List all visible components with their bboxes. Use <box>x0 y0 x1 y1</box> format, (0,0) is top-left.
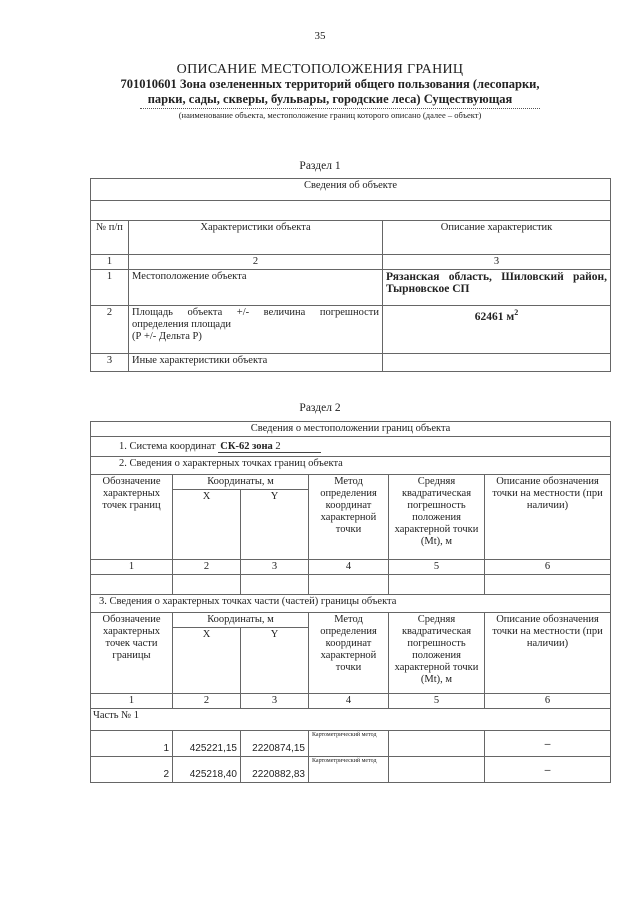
col-char-header: Характеристики объекта <box>129 221 383 255</box>
part-label-row <box>91 709 611 731</box>
col-x-header: X <box>173 490 241 560</box>
col-y-header: Y <box>241 628 309 694</box>
area-formula: (Р +/- Дельта Р) <box>132 331 202 342</box>
section1-header: Сведения об объекте <box>91 179 611 201</box>
row-description <box>383 306 611 354</box>
index-cell: 5 <box>389 560 485 575</box>
area-value: 62461 м <box>474 310 515 323</box>
subtitle-underline <box>140 108 540 109</box>
col-y-header: Y <box>241 490 309 560</box>
index-cell: 3 <box>241 560 309 575</box>
table-row <box>91 306 611 354</box>
subtitle-line-2: парки, сады, скверы, бульвары, городские леса) Существующая <box>147 92 513 106</box>
col-coords-header: Координаты, м <box>173 613 309 628</box>
point-description: – <box>485 757 611 783</box>
table-header-row <box>91 179 611 201</box>
table-row <box>91 731 611 757</box>
part3-header: 3. Сведения о характерных точках части (частей) границы объекта <box>91 595 611 613</box>
row-characteristic: Иные характеристики объекта <box>129 354 383 372</box>
boundary-table <box>90 421 611 783</box>
row-characteristic: Местоположение объекта <box>129 270 383 306</box>
index-cell: 5 <box>389 694 485 709</box>
table-row <box>91 270 611 306</box>
row-number: 1 <box>91 270 129 306</box>
empty-cell <box>389 575 485 595</box>
row-number: 3 <box>91 354 129 372</box>
part2-header: 2. Сведения о характерных точках границ объекта <box>91 457 611 475</box>
col-method-header: Метод определения координат характерной точки <box>309 613 389 694</box>
index-cell: 3 <box>383 255 611 270</box>
index-row <box>91 560 611 575</box>
empty-cell <box>309 575 389 595</box>
col-designation-header: Обозначение характерных точек границ <box>91 475 173 560</box>
point-number: 2 <box>91 757 173 783</box>
point-error <box>389 757 485 783</box>
coord-system-zone: 2 <box>275 440 281 452</box>
column-header-row <box>91 475 611 490</box>
point-x: 425221,15 <box>173 731 241 757</box>
col-coords-header: Координаты, м <box>173 475 309 490</box>
col-x-header: X <box>173 628 241 694</box>
index-cell: 1 <box>91 255 129 270</box>
index-cell: 2 <box>129 255 383 270</box>
table-row <box>91 757 611 783</box>
point-method: Картометрический метод <box>309 757 389 783</box>
col-description-header: Описание обозначения точки на местности (при наличии) <box>485 613 611 694</box>
section2-label: Раздел 2 <box>299 402 341 414</box>
column-header-row <box>91 221 611 255</box>
coord-system-row <box>91 437 611 457</box>
subtitle-line-1: 701010601 Зона озелененных территорий общего пользования (лесопарки, <box>120 77 540 91</box>
section2-header: Сведения о местоположении границ объекта <box>91 422 611 437</box>
index-cell: 6 <box>485 560 611 575</box>
object-info-table <box>90 178 611 372</box>
empty-cell <box>241 575 309 595</box>
index-cell: 1 <box>91 694 173 709</box>
point-x: 425218,40 <box>173 757 241 783</box>
point-error <box>389 731 485 757</box>
row-description: Рязанская область, Шиловский район, Тырновское СП <box>383 270 611 306</box>
row-description <box>383 354 611 372</box>
col-error-header: Средняя квадратическая погрешность положения характерной точки (Мt), м <box>389 613 485 694</box>
empty-cell <box>485 575 611 595</box>
row-characteristic <box>129 306 383 354</box>
col-designation-header: Обозначение характерных точек части границы <box>91 613 173 694</box>
empty-cell <box>91 575 173 595</box>
index-cell: 2 <box>173 694 241 709</box>
coord-system-name: СК-62 зона <box>220 440 273 452</box>
point-number: 1 <box>91 731 173 757</box>
col-num-header: № п/п <box>91 221 129 255</box>
index-cell: 1 <box>91 560 173 575</box>
col-method-header: Метод определения координат характерной точки <box>309 475 389 560</box>
point-method: Картометрический метод <box>309 731 389 757</box>
index-row <box>91 255 611 270</box>
empty-cell <box>91 201 611 221</box>
empty-row <box>91 575 611 595</box>
part-label: Часть № 1 <box>91 709 611 731</box>
index-cell: 4 <box>309 560 389 575</box>
table-row <box>91 354 611 372</box>
spacer-row <box>91 201 611 221</box>
area-unit-power: 2 <box>514 308 519 317</box>
index-cell: 4 <box>309 694 389 709</box>
document-title: ОПИСАНИЕ МЕСТОПОЛОЖЕНИЯ ГРАНИЦ <box>176 62 464 77</box>
subsection-header-row <box>91 457 611 475</box>
index-row <box>91 694 611 709</box>
table-header-row <box>91 422 611 437</box>
empty-cell <box>173 575 241 595</box>
row-number: 2 <box>91 306 129 354</box>
subtitle-note: (наименование объекта, местоположение границ которого описано (далее – объект) <box>178 110 482 120</box>
section1-label: Раздел 1 <box>299 160 341 172</box>
index-cell: 3 <box>241 694 309 709</box>
coord-system-cell <box>91 437 611 457</box>
document-subtitle <box>90 77 570 107</box>
column-header-row <box>91 613 611 628</box>
col-error-header: Средняя квадратическая погрешность положения характерной точки (Мt), м <box>389 475 485 560</box>
coord-system-value <box>218 441 320 453</box>
area-label: Площадь объекта +/- величина погрешности определения площади <box>132 307 379 330</box>
index-cell: 6 <box>485 694 611 709</box>
point-description: – <box>485 731 611 757</box>
subsection-header-row <box>91 595 611 613</box>
index-cell: 2 <box>173 560 241 575</box>
point-y: 2220882,83 <box>241 757 309 783</box>
coord-system-label: 1. Система координат <box>119 440 216 452</box>
page-number: 35 <box>314 30 326 42</box>
point-y: 2220874,15 <box>241 731 309 757</box>
col-desc-header: Описание характеристик <box>383 221 611 255</box>
col-description-header: Описание обозначения точки на местности (при наличии) <box>485 475 611 560</box>
